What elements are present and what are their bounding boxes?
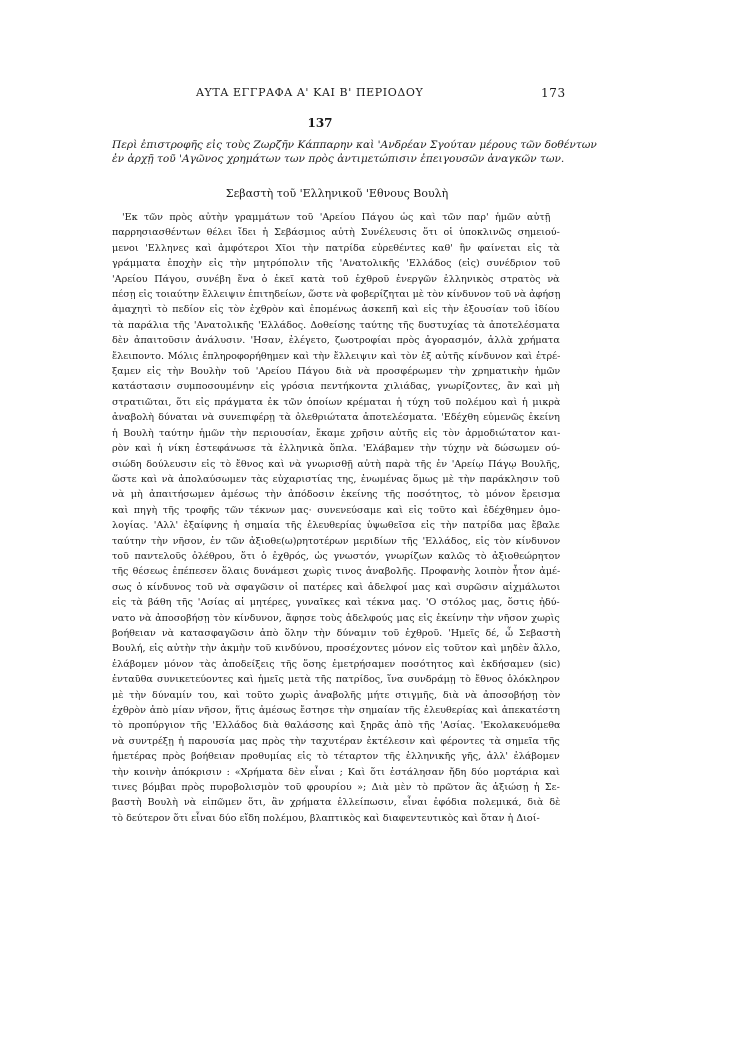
body-line: μὲ τὴν δύναμίν του, καὶ τοῦτο χωρὶς ἀναβολῆς μήτε στιγμῆς, διὰ νὰ ἀποσοβήσῃ τὸν [112, 689, 560, 701]
body-line: 'Αρείου Πάγου, συνέβη ἕνα ὁ ἐκεῖ κατὰ τοῦ ἐχθροῦ ἐνεργῶν ἑλληνικὸς στρατὸς νὰ [112, 273, 560, 285]
body-line: στρατιῶται, ὅτι εἰς πράγματα ἐκ τῶν ὁποίων κρέμαται ἡ τύχη τοῦ πολέμου καὶ ἡ μικρὰ [112, 396, 560, 408]
body-line: τοῦ παντελοῦς ὀλέθρου, ὅτι ὁ ἐχθρός, ὡς γνωστόν, γνωρίζων καλῶς τὸ ἀξιοθεώρητον [112, 550, 560, 562]
body-line: Βουλή, εἰς αὐτὴν τὴν ἀκμὴν τοῦ κινδύνου, προσέχοντες μόνον εἰς τοῦτον καὶ μηδὲν ἄλλο, [112, 643, 560, 655]
body-line: βαστὴ Βουλὴ νὰ εἰπῶμεν ὅτι, ἂν χρήματα ἐλλείπωσιν, εἶναι ἐφόδια πολεμικά, διὰ δὲ [112, 797, 560, 809]
body-line: τὸ προπύργιον τῆς 'Ελλάδος διὰ θαλάσσης καὶ ξηρᾶς ἀπὸ τῆς 'Ασίας. 'Εκολακευόμεθα [112, 720, 560, 732]
body-line: γράμματα ἐποχὴν εἰς τὴν μητρόπολιν τῆς 'Ανατολικῆς 'Ελλάδος (εἰς) συνέδριον τοῦ [112, 258, 560, 270]
body-line: τὰ παράλια τῆς 'Ανατολικῆς 'Ελλάδος. Δοθείσης ταύτης τῆς δυστυχίας τὰ ἀποτελέσματα [112, 319, 560, 331]
body-line: ξαμεν εἰς τὴν Βουλὴν τοῦ 'Αρείου Πάγου διὰ νὰ προσφέρωμεν τὴν χρηματικὴν ἡμῶν [112, 366, 560, 378]
body-line: ταύτην τὴν νῆσον, ἐν τῶν ἀξιοθε(ω)ρητοτέρων μεριδίων τῆς 'Ελλάδος, εἰς τὸν κίνδυνον [112, 535, 560, 547]
body-line: ἡ Βουλὴ ταύτην ἡμῶν τὴν περιουσίαν, ἔκαμε χρῆσιν αὐτῆς εἰς τὸν ἁρμοδιώτατον και- [112, 427, 560, 439]
addressee: Σεβαστὴ τοῦ 'Ελληνικοῦ 'Εθνους Βουλὴ [225, 187, 449, 200]
running-header [0, 86, 744, 102]
body-line: σως ὁ κίνδυνος τοῦ νὰ σφαγῶσιν οἱ πατέρες καὶ ἀδελφοί μας καὶ συρῶσιν αἰχμάλωτοι [112, 581, 560, 593]
body-line: καὶ πηγὴ τῆς τροφῆς τῶν τέκνων μας· συνενεύσαμε καὶ εἰς τοῦτο καὶ ἐδέχθημεν ὁμο- [112, 504, 560, 516]
body-line: νὰ συντρέξῃ ἡ παρουσία μας πρὸς τὴν ταχυτέραν ἐκτέλεσιν καὶ φέροντες τὰ σημεῖα τῆς [112, 735, 560, 747]
body-line: τινες βόμβαι πρὸς πυροβολισμὸν τοῦ φρουρίου »; Διὰ μὲν τὸ πρῶτον ἂς ἀξιώσῃ ἡ Σε- [112, 782, 560, 794]
body-line: ἔλειποντο. Μόλις ἐπληροφορήθημεν καὶ τὴν ἔλλειψιν καὶ τὸν ἐξ αὐτῆς κίνδυνον καὶ ἐτρέ- [112, 350, 560, 362]
body-line: παρρησιασθέντων θέλει ἴδει ἡ Σεβάσμιος αὐτὴ Συνέλευσις ὅτι οἱ ὑποκλινῶς σημειού- [112, 227, 560, 239]
document-number: 137 [307, 116, 333, 130]
body-line: μενοι 'Ελληνες καὶ ἀμφότεροι Χῖοι τὴν πατρίδα εὑρεθέντες καθ' ἣν φαίνεται εἰς τὰ [112, 242, 560, 254]
body-line: σιώδη δούλευσιν εἰς τὸ ἔθνος καὶ νὰ γνωρισθῇ αὐτὴ παρὰ τῆς ἐν 'Αρείῳ Πάγῳ Βουλῆς, [112, 458, 560, 470]
page-number: 173 [541, 86, 566, 100]
body-line: ἐνταῦθα συνικετεύοντες καὶ ἡμεῖς μετὰ τῆς πατρίδος, ἵνα συνδράμῃ τὸ ἔθνος ὁλόκληρον [112, 674, 560, 686]
body-line: ἀναβολὴ δύναται νὰ συνεπιφέρῃ τὰ ὀλεθριώτατα ἀποτελέσματα. 'Εδέχθη εὐμενῶς ἐκείνη [112, 412, 560, 424]
body-line: ὥστε καὶ νὰ ἀπολαύσωμεν τὰς εὐχαριστίας της, ἐνωμένας ὅμως μὲ τὴν παράκλησιν τοῦ [112, 473, 560, 485]
body-line: ἡμετέρας πρὸς βοήθειαν προθυμίας εἰς τὸ τέταρτον τῆς ἑλληνικῆς γῆς, ἀλλ' ἐλάβομεν [112, 751, 560, 763]
body-line: τῆς θέσεως ἐπέπεσεν ὅλαις δυνάμεσι χωρὶς τινος ἀναβολῆς. Προφανὴς λοιπὸν ἦτον ἀμέ- [112, 566, 560, 578]
document-title-line: ἐν ἀρχῇ τοῦ 'Αγῶνος χρημάτων των πρὸς ἀντιμετώπισιν ἐπειγουσῶν ἀναγκῶν των. [112, 153, 565, 165]
body-line: τὸ δεύτερον ὅτι εἶναι δύο εἴδη πολέμου, βλαπτικὸς καὶ διαφεντευτικὸς καὶ ὅταν ἡ Διοί- [112, 812, 540, 824]
body-line: εἰς τὰ βάθη τῆς 'Ασίας αἱ μητέρες, γυναῖκες καὶ τέκνα μας. 'Ο στόλος μας, ὅστις ἠδύ- [112, 597, 560, 609]
body-line: πέσῃ εἰς τοιαύτην ἔλλειψιν ἐπιτηδείων, ὥστε νὰ φοβερίζηται μὲ τὸν κίνδυνον τοῦ νὰ ἀφήσῃ [112, 289, 560, 301]
body-line: βοήθειαν νὰ κατασφαγῶσιν ἀπὸ ὅλην τὴν δύναμιν τοῦ ἐχθροῦ. 'Ημεῖς δέ, ὦ Σεβαστὴ [112, 627, 560, 639]
document-title-line: Περὶ ἐπιστροφῆς εἰς τοὺς Ζωρζῆν Κάππαρην καὶ 'Ανδρέαν Σγούταν μέρους τῶν δοθέντων [112, 139, 597, 151]
body-line: τὴν κοινὴν ἀπόκρισιν : «Χρήματα δὲν εἶναι ; Καὶ ὅτι ἐστάλησαν ἤδη δύο μορτάρια καὶ [112, 766, 560, 778]
body-line: νὰ μὴ ἀπαιτήσωμεν ἀμέσως τὴν ἀπόδοσιν ἐκείνης τῆς ποσότητος, τὸ μόνον ἔρεισμα [112, 489, 560, 501]
running-title: ΑΥΤΑ ΕΓΓΡΑΦΑ Α' ΚΑΙ Β' ΠΕΡΙΟΔΟΥ [196, 86, 424, 99]
body-line: κατάστασιν συμποσουμένην εἰς γρόσια πεντήκοντα χιλιάδας, γνωρίζοντες, ἂν καὶ μὴ [112, 381, 560, 393]
body-line: ρὸν καὶ ἡ νίκη ἐστεφάνωσε τὰ ἑλληνικὰ ὅπλα. 'Ελάβαμεν τὴν τύχην νὰ δώσωμεν ού- [112, 443, 560, 455]
body-line: 'Εκ τῶν πρὸς αὐτὴν γραμμάτων τοῦ 'Αρείου Πάγου ὡς καὶ τῶν παρ' ἡμῶν αὐτῇ [122, 212, 551, 223]
body-line: λογίας. 'Αλλ' ἐξαίφνης ἡ σημαία τῆς ἐλευθερίας ὑψωθεῖσα εἰς τὴν πατρίδα μας ἔβαλε [112, 520, 560, 532]
body-line: ἀμαχητὶ τὸ πεδίον εἰς τὸν ἐχθρὸν καὶ ἐπομένως ἀσκεπῆ καὶ εἰς τὴν ἐξουσίαν τοῦ ἰδίου [112, 304, 560, 316]
body-line: ἐχθρὸν ἀπὸ μίαν νῆσον, ἥτις ἀμέσως ἔστησε τὴν σημαίαν τῆς ἐλευθερίας καὶ ἀπεκατέστη [112, 705, 560, 716]
document-title [112, 138, 597, 166]
body-text [112, 210, 560, 826]
body-line: ἐλάβομεν μόνον τὰς ἀποδείξεις τῆς ὅσης ἐμετρήσαμεν ποσότητος καὶ ἐκδήσαμεν (sic) [112, 658, 560, 670]
body-line: δὲν ἀπαιτοῦσιν ἀνάλυσιν. 'Ησαν, ἐλέγετο, ζωοτροφίαι πρὸς ἀγορασμόν, ἀλλὰ χρήματα [112, 335, 560, 347]
body-line: νατο νὰ ἀποσοβήσῃ τὸν κίνδυνον, ἄφησε τοὺς ἀδελφούς μας εἰς ἐκείνην τὴν νῆσον χωρὶς [112, 612, 560, 624]
